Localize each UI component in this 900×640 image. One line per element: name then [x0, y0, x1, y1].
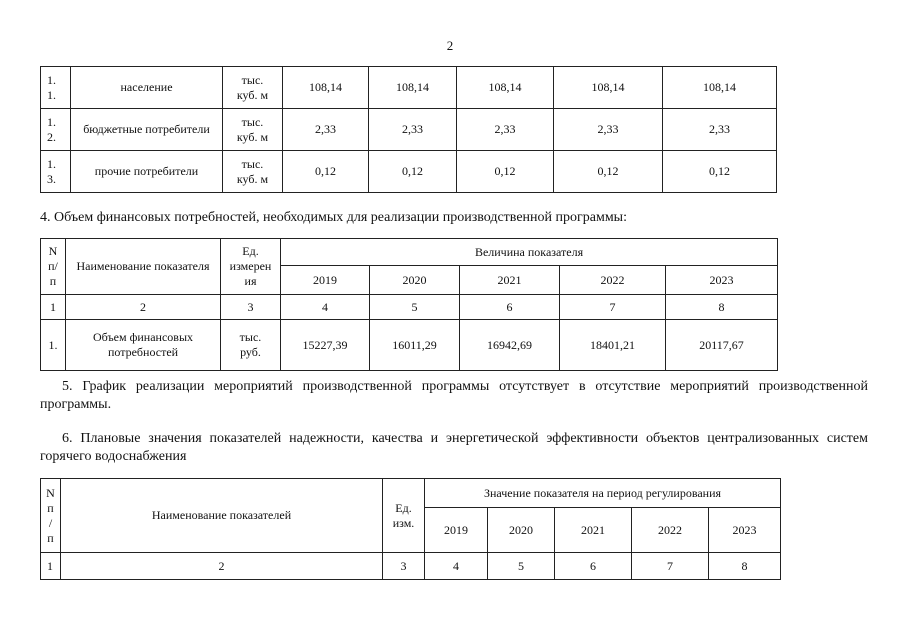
header-name: Наименование показателя — [66, 239, 221, 295]
header-year: 2022 — [632, 508, 709, 553]
cell-value: 0,12 — [283, 151, 369, 193]
row-number: 1. 3. — [41, 151, 71, 193]
cell-value: 0,12 — [457, 151, 554, 193]
header-name: Наименование показателей — [61, 479, 383, 553]
index-cell: 7 — [632, 553, 709, 580]
table-index-row — [41, 295, 778, 320]
table-row — [41, 109, 777, 151]
index-cell: 5 — [370, 295, 460, 320]
header-year: 2023 — [709, 508, 781, 553]
index-cell: 1 — [41, 295, 66, 320]
table-header-row — [41, 239, 778, 266]
header-year: 2020 — [488, 508, 555, 553]
index-cell: 8 — [709, 553, 781, 580]
row-name: прочие потребители — [71, 151, 223, 193]
cell-value: 16011,29 — [370, 320, 460, 371]
row-number: 1. 1. — [41, 67, 71, 109]
row-unit: тыс. куб. м — [223, 67, 283, 109]
cell-value: 2,33 — [554, 109, 663, 151]
consumption-table — [40, 66, 777, 193]
cell-value: 2,33 — [369, 109, 457, 151]
header-unit: Ед. изм. — [383, 479, 425, 553]
header-num: N п/ п — [41, 239, 66, 295]
header-year: 2021 — [460, 266, 560, 295]
row-name: бюджетные потребители — [71, 109, 223, 151]
row-unit: тыс. куб. м — [223, 151, 283, 193]
index-cell: 3 — [221, 295, 281, 320]
cell-value: 108,14 — [663, 67, 777, 109]
index-cell: 7 — [560, 295, 666, 320]
cell-value: 2,33 — [663, 109, 777, 151]
cell-value: 2,33 — [283, 109, 369, 151]
row-name: население — [71, 67, 223, 109]
cell-value: 20117,67 — [666, 320, 778, 371]
header-year: 2019 — [425, 508, 488, 553]
cell-value: 108,14 — [283, 67, 369, 109]
cell-value: 2,33 — [457, 109, 554, 151]
cell-value: 16942,69 — [460, 320, 560, 371]
page-number: 2 — [446, 38, 454, 53]
row-unit: тыс. куб. м — [223, 109, 283, 151]
row-number: 1. — [41, 320, 66, 371]
table-row — [41, 320, 778, 371]
index-cell: 5 — [488, 553, 555, 580]
row-name: Объем финансовых потребностей — [66, 320, 221, 371]
cell-value: 108,14 — [554, 67, 663, 109]
header-year: 2019 — [281, 266, 370, 295]
table-row — [41, 151, 777, 193]
table-row — [41, 67, 777, 109]
row-unit: тыс. руб. — [221, 320, 281, 371]
financial-needs-table — [40, 238, 778, 371]
header-year: 2023 — [666, 266, 778, 295]
reliability-indicators-table — [40, 478, 781, 580]
section-4-heading: 4. Объем финансовых потребностей, необходимых для реализации производственной программы: — [40, 210, 627, 225]
section-5-text: 5. График реализации мероприятий производственной программы отсутствует в отсутствие мероприятий производственной программы. — [40, 379, 868, 412]
index-cell: 1 — [41, 553, 61, 580]
header-group: Величина показателя — [281, 239, 778, 266]
header-year: 2021 — [555, 508, 632, 553]
index-cell: 6 — [555, 553, 632, 580]
row-number: 1. 2. — [41, 109, 71, 151]
header-unit: Ед. измерен ия — [221, 239, 281, 295]
index-cell: 3 — [383, 553, 425, 580]
index-cell: 4 — [425, 553, 488, 580]
index-cell: 2 — [61, 553, 383, 580]
section-6-text: 6. Плановые значения показателей надежности, качества и энергетической эффективности объектов централизованных систем горячего водоснабжения — [40, 431, 868, 464]
header-group: Значение показателя на период регулирования — [425, 479, 781, 508]
header-year: 2022 — [560, 266, 666, 295]
cell-value: 0,12 — [369, 151, 457, 193]
cell-value: 108,14 — [457, 67, 554, 109]
header-year: 2020 — [370, 266, 460, 295]
index-cell: 4 — [281, 295, 370, 320]
index-cell: 2 — [66, 295, 221, 320]
header-num: N п / п — [41, 479, 61, 553]
table-header-row — [41, 479, 781, 508]
cell-value: 0,12 — [554, 151, 663, 193]
table-index-row — [41, 553, 781, 580]
cell-value: 15227,39 — [281, 320, 370, 371]
index-cell: 8 — [666, 295, 778, 320]
index-cell: 6 — [460, 295, 560, 320]
cell-value: 0,12 — [663, 151, 777, 193]
cell-value: 18401,21 — [560, 320, 666, 371]
cell-value: 108,14 — [369, 67, 457, 109]
